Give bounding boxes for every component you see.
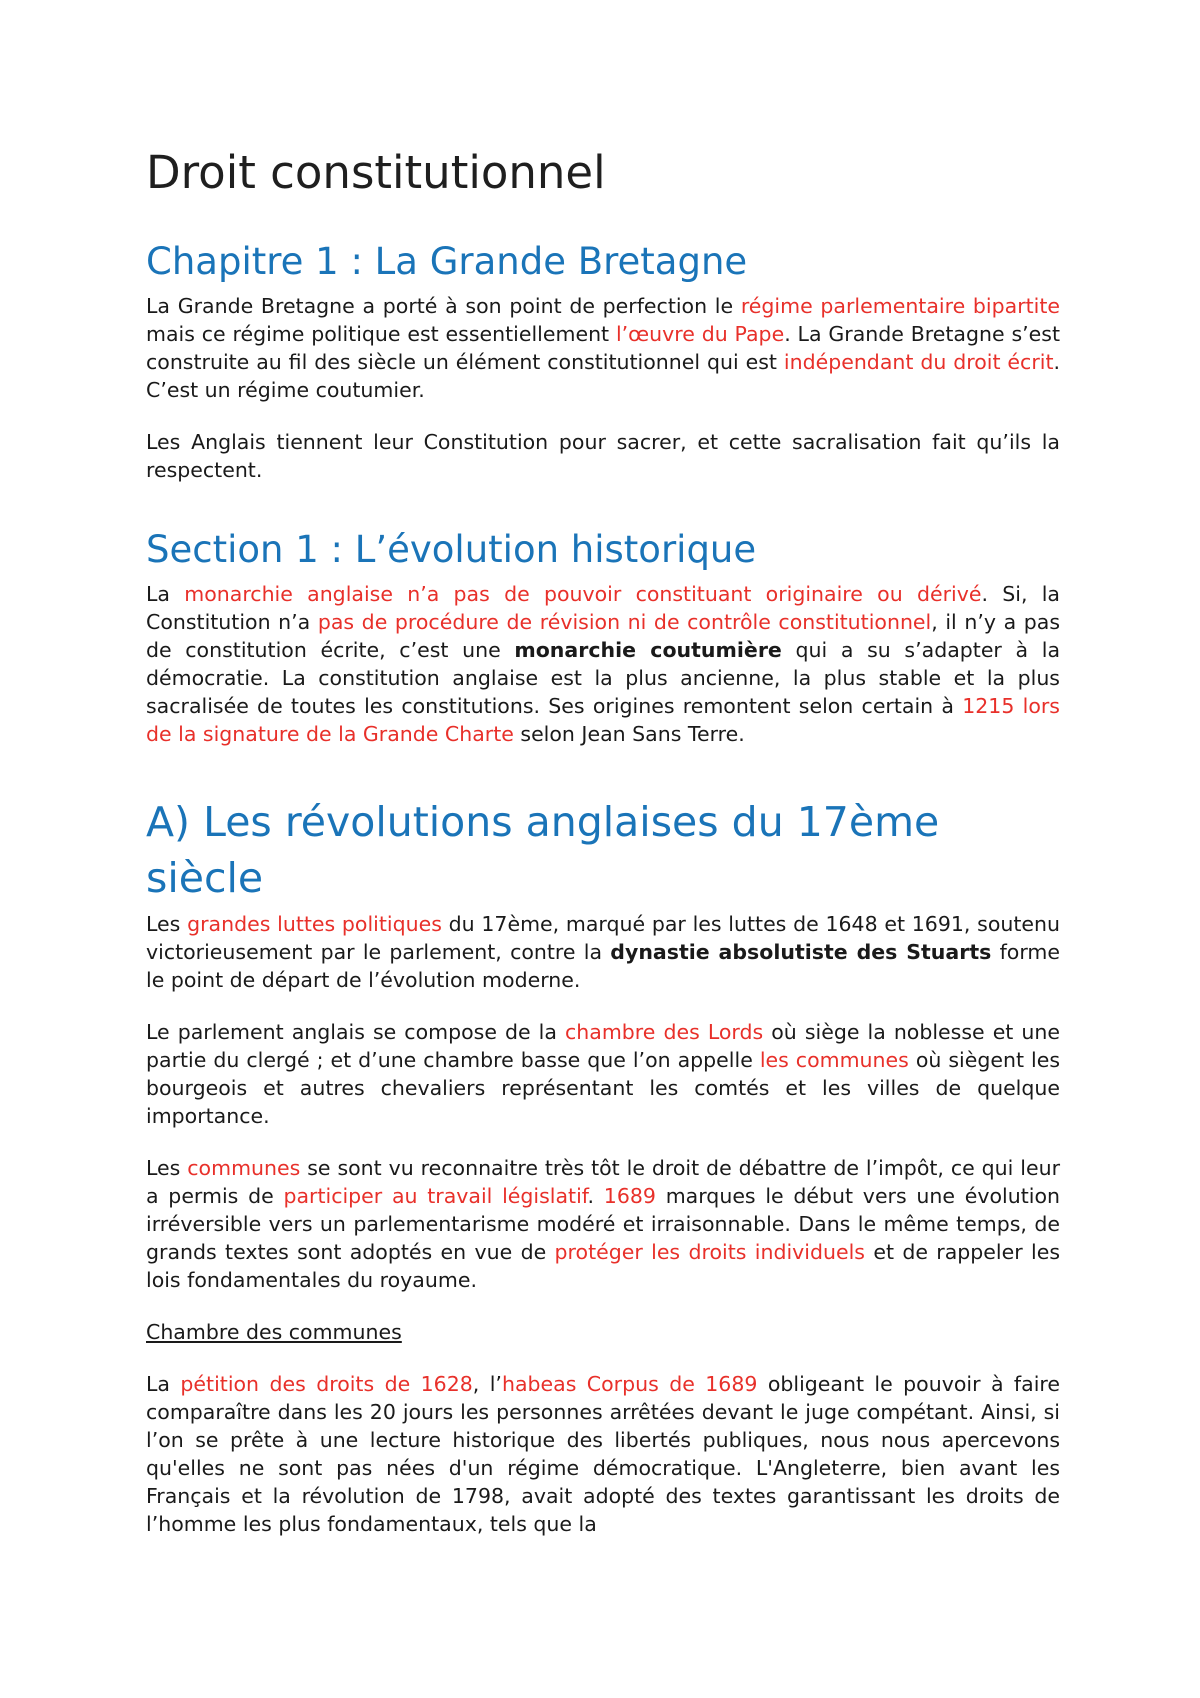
text-run: qui a su s’adapter à la démocratie. La constitution anglaise est la plus ancienne, la plus stable et la plus sacralisée de toutes les constitutions. Ses origines remontent selon certain à <box>146 638 1061 718</box>
bold-text: monarchie coutumière <box>514 638 782 662</box>
subsection-a-heading: A) Les révolutions anglaises du 17ème siècle <box>146 798 940 902</box>
text-run: La <box>146 1372 181 1396</box>
highlight-text: les communes <box>759 1048 909 1072</box>
bold-text: dynastie absolutiste des Stuarts <box>610 940 992 964</box>
text-run: où siègent les bourgeois et autres chevaliers représentant les comtés et les villes de quelque importance. <box>146 1048 1061 1128</box>
text-run: selon Jean Sans Terre. <box>513 722 745 746</box>
highlight-text: grandes luttes politiques <box>187 912 442 936</box>
section-1-heading: Section 1 : L’évolution historique <box>146 528 757 571</box>
text-run: du 17ème, marqué par les luttes de 1648 et 1691, soutenu victorieusement par le parlement, contre la <box>146 912 1061 964</box>
subsection-a-paragraph-2 <box>146 1018 1060 1130</box>
text-run: . <box>587 1184 604 1208</box>
text-run: Les Anglais tiennent leur Constitution pour sacrer, et cette sacralisation fait qu’ils la respectent. <box>146 430 1060 482</box>
text-run: forme le point de départ de l’évolution moderne. <box>146 940 1060 992</box>
chapter-1-paragraph-2 <box>146 428 1060 484</box>
subsection-a-paragraph-3 <box>146 1154 1060 1294</box>
text-run: et de rappeler les lois fondamentales du royaume. <box>146 1240 1060 1292</box>
text-run: se sont vu reconnaitre très tôt le droit de débattre de l’impôt, ce qui leur a permis de <box>146 1156 1060 1208</box>
highlight-text: pétition des droits de 1628 <box>180 1372 473 1396</box>
text-run: Les <box>146 1156 188 1180</box>
highlight-text: monarchie anglaise n’a pas de pouvoir constituant originaire ou dérivé <box>184 582 982 606</box>
subsection-a-paragraph-4 <box>146 1370 1060 1538</box>
text-run: , il n’y a pas de constitution écrite, c’est une <box>146 610 1060 662</box>
highlight-text: 1215 lors de la signature de la Grande Charte <box>146 694 1060 746</box>
document-page <box>146 138 1060 1562</box>
text-run: où siège la noblesse et une partie du clergé ; et d’une chambre basse que l’on appelle <box>146 1020 1060 1072</box>
highlight-text: chambre des Lords <box>565 1020 764 1044</box>
highlight-text: pas de procédure de révision ni de contrôle constitutionnel <box>317 610 932 634</box>
chapter-1-paragraph-1 <box>146 292 1060 404</box>
text-run: marques le début vers une évolution irréversible vers un parlementarisme modéré et irraisonnable. Dans le même temps, de grands textes sont adoptés en vue de <box>146 1184 1060 1264</box>
document-title: Droit constitutionnel <box>146 146 606 199</box>
text-run: . C’est un régime coutumier. <box>146 350 1061 402</box>
highlight-text: régime parlementaire bipartite <box>740 294 1061 318</box>
text-run: mais ce régime politique est essentiellement <box>146 322 616 346</box>
subsection-a-paragraph-1 <box>146 910 1060 994</box>
highlight-text: protéger les droits individuels <box>554 1240 865 1264</box>
text-run: . La Grande Bretagne s’est construite au fil des siècle un élément constitutionnel qui est <box>146 322 1060 374</box>
highlight-text: indépendant du droit écrit <box>783 350 1054 374</box>
highlight-text: l’œuvre du Pape <box>615 322 785 346</box>
text-run: obligeant le pouvoir à faire comparaître dans les 20 jours les personnes arrêtées devant le juge compétant. Ainsi, si l’on se prête à une lecture historique des libertés publiques, nous nous apercevons qu'elles ne sont pas nées d'un régime démocratique. L'Angleterre, bien avant les Français et la révolution de 1798, avait adopté des textes garantissant les droits de l’homme les plus fondamentaux, tels que la <box>146 1372 1060 1536</box>
text-run: La <box>146 582 185 606</box>
text-run: La Grande Bretagne a porté à son point de perfection le <box>146 294 741 318</box>
text-run: . Si, la Constitution n’a <box>146 582 1060 634</box>
section-1-paragraph-1 <box>146 580 1060 748</box>
highlight-text: habeas Corpus de 1689 <box>501 1372 758 1396</box>
chapter-1-heading: Chapitre 1 : La Grande Bretagne <box>146 240 748 283</box>
highlight-text: 1689 <box>603 1184 656 1208</box>
text-run: , l’ <box>472 1372 502 1396</box>
highlight-text: participer au travail législatif <box>283 1184 588 1208</box>
text-run: Le parlement anglais se compose de la <box>146 1020 565 1044</box>
subheading-chambre-des-communes: Chambre des communes <box>146 1320 402 1344</box>
highlight-text: communes <box>187 1156 301 1180</box>
text-run: Les <box>146 912 188 936</box>
